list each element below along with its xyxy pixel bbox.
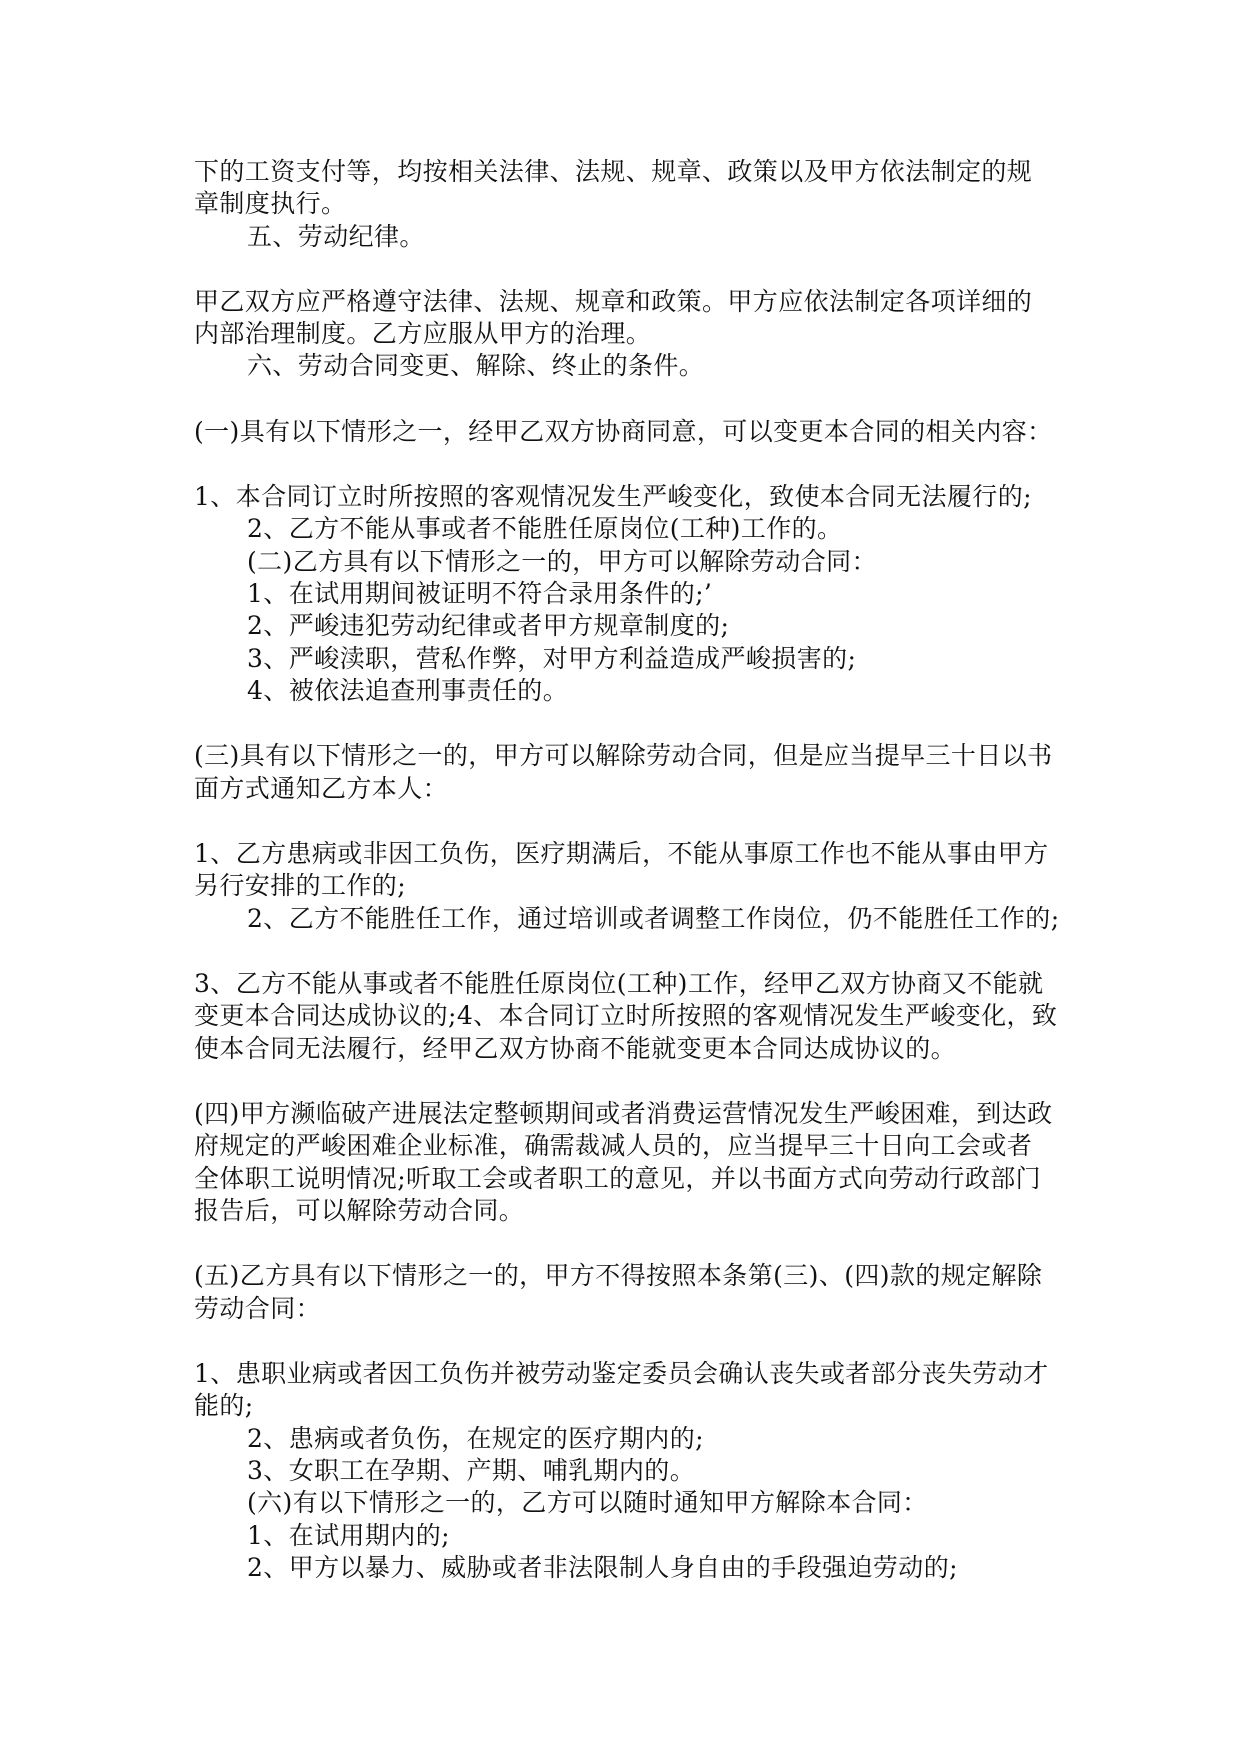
text-line: 全体职工说明情况;听取工会或者职工的意见，并以书面方式向劳动行政部门	[194, 1164, 1042, 1193]
list-item: 2、患病或者负伤，在规定的医疗期内的;	[247, 1424, 704, 1453]
text-line: (三)具有以下情形之一的，甲方可以解除劳动合同，但是应当提早三十日以书	[194, 741, 1053, 770]
list-item: 1、在试用期间被证明不符合录用条件的;’	[247, 579, 713, 608]
text-line: 能的;	[194, 1391, 254, 1420]
text-line: 面方式通知乙方本人：	[194, 774, 449, 803]
list-item: 4、被依法追查刑事责任的。	[247, 676, 569, 705]
list-item: 3、女职工在孕期、产期、哺乳期内的。	[247, 1456, 696, 1485]
text-line: 变更本合同达成协议的;4、本合同订立时所按照的客观情况发生严峻变化，致	[194, 1001, 1058, 1030]
text-line: 1、乙方患病或非因工负伤，医疗期满后，不能从事原工作也不能从事由甲方	[194, 839, 1049, 868]
text-line: (四)甲方濒临破产进展法定整顿期间或者消费运营情况发生严峻困难，到达政	[194, 1099, 1053, 1128]
section-heading: 五、劳动纪律。	[247, 222, 425, 251]
text-line: 内部治理制度。乙方应服从甲方的治理。	[194, 319, 652, 348]
list-item: 1、在试用期内的;	[247, 1521, 450, 1550]
text-line: 3、乙方不能从事或者不能胜任原岗位(工种)工作，经甲乙双方协商又不能就	[194, 969, 1044, 998]
text-line: 1、患职业病或者因工负伤并被劳动鉴定委员会确认丧失或者部分丧失劳动才	[194, 1359, 1049, 1388]
list-item: 3、严峻渎职，营私作弊，对甲方利益造成严峻损害的;	[247, 644, 857, 673]
list-item: 2、甲方以暴力、威胁或者非法限制人身自由的手段强迫劳动的;	[247, 1553, 958, 1582]
text-line: (五)乙方具有以下情形之一的，甲方不得按照本条第(三)、(四)款的规定解除	[194, 1261, 1043, 1290]
list-item: 2、严峻违犯劳动纪律或者甲方规章制度的;	[247, 611, 730, 640]
list-item: 2、乙方不能从事或者不能胜任原岗位(工种)工作的。	[247, 514, 843, 543]
text-line: 另行安排的工作的;	[194, 871, 407, 900]
text-line: 劳动合同：	[194, 1294, 322, 1323]
clause-heading: (二)乙方具有以下情形之一的，甲方可以解除劳动合同：	[247, 547, 877, 576]
text-line: 甲乙双方应严格遵守法律、法规、规章和政策。甲方应依法制定各项详细的	[194, 287, 1033, 316]
list-item: 2、乙方不能胜任工作，通过培训或者调整工作岗位，仍不能胜任工作的;	[247, 904, 1060, 933]
text-line: (一)具有以下情形之一，经甲乙双方协商同意，可以变更本合同的相关内容：	[194, 417, 1053, 446]
text-line: 章制度执行。	[194, 189, 347, 218]
text-line: 报告后，可以解除劳动合同。	[194, 1196, 525, 1225]
text-line: 下的工资支付等，均按相关法律、法规、规章、政策以及甲方依法制定的规	[194, 157, 1033, 186]
text-line: 使本合同无法履行，经甲乙双方协商不能就变更本合同达成协议的。	[194, 1034, 957, 1063]
text-line: 府规定的严峻困难企业标准，确需裁减人员的，应当提早三十日向工会或者	[194, 1131, 1033, 1160]
section-heading: 六、劳动合同变更、解除、终止的条件。	[247, 351, 705, 380]
clause-heading: (六)有以下情形之一的，乙方可以随时通知甲方解除本合同：	[247, 1488, 928, 1517]
text-line: 1、本合同订立时所按照的客观情况发生严峻变化，致使本合同无法履行的;	[194, 482, 1032, 511]
